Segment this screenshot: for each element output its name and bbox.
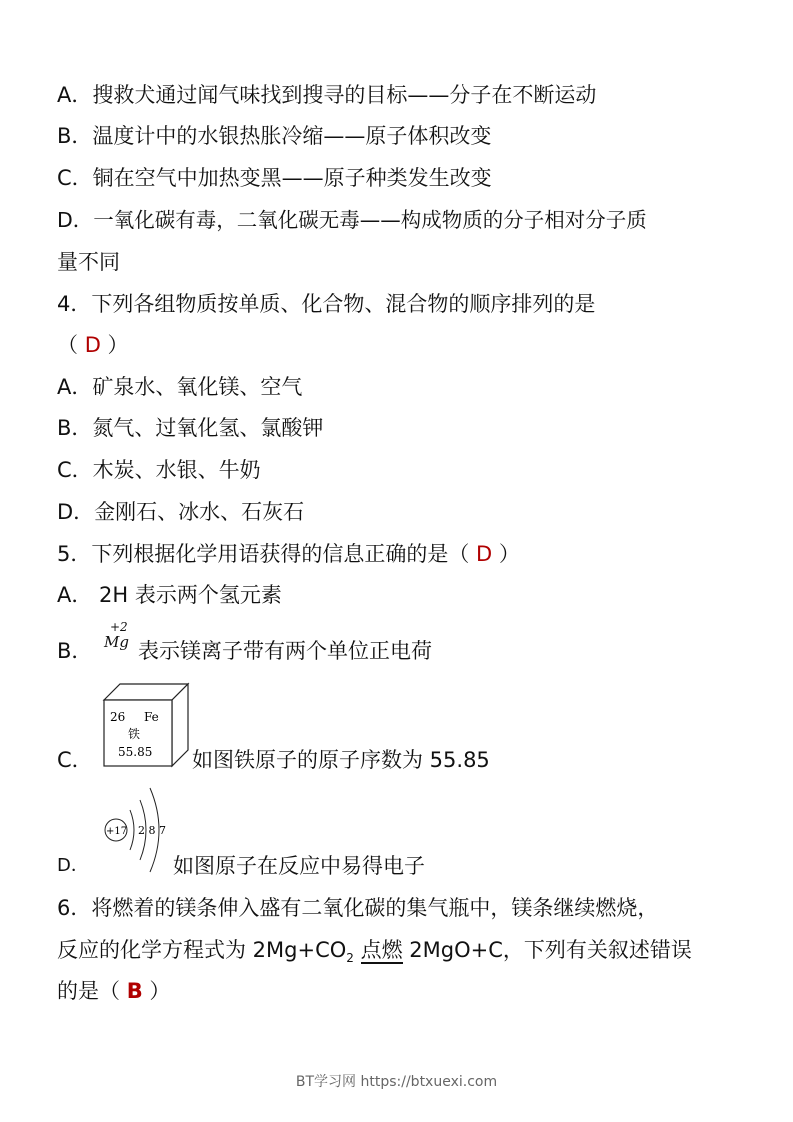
option-b-q5 xyxy=(57,637,92,665)
question-4-answer-line xyxy=(57,331,129,359)
option-b-q5-text: 表示镁离子带有两个单位正电荷 xyxy=(138,639,432,663)
option-a-q3: A．搜救犬通过闻气味找到搜寻的目标——分子在不断运动 xyxy=(57,83,597,107)
option-c-q4: C．木炭、水银、牛奶 xyxy=(57,458,261,482)
answer-5: D xyxy=(476,542,493,566)
question-6-close: ） xyxy=(149,979,171,1003)
iron-element-box xyxy=(100,680,192,768)
option-d-q5-label: D． xyxy=(57,855,89,876)
paren-open: （ xyxy=(57,333,78,357)
option-a-q5: A． 2H 表示两个氢元素 xyxy=(57,583,282,607)
option-c-q5-label: C． xyxy=(57,748,93,772)
mg-symbol: Mg xyxy=(104,633,129,651)
equation-left: 反应的化学方程式为 2Mg+CO xyxy=(57,938,347,962)
answer-4: D xyxy=(84,333,101,357)
footer-watermark: BT学习网 https://btxuexi.com xyxy=(295,1074,498,1090)
option-c-q5-text: 如图铁原子的原子序数为 55.85 xyxy=(192,748,490,772)
iron-mass: 55.85 xyxy=(118,745,153,759)
mg-ion-symbol xyxy=(104,620,138,660)
option-d-q5-text: 如图原子在反应中易得电子 xyxy=(173,854,425,878)
question-4: 4．下列各组物质按单质、化合物、混合物的顺序排列的是 xyxy=(57,292,596,316)
question-6-line1: 6．将燃着的镁条伸入盛有二氧化碳的集气瓶中，镁条继续燃烧， xyxy=(57,896,659,920)
option-b-q4: B．氮气、过氧化氢、氯酸钾 xyxy=(57,416,324,440)
question-6-text: 的是（ xyxy=(57,979,120,1003)
answer-6: B xyxy=(126,979,143,1003)
iron-atomic-number: 26 xyxy=(110,710,126,724)
option-a-q4: A．矿泉水、氧化镁、空气 xyxy=(57,375,303,399)
co2-subscript: 2 xyxy=(346,951,354,966)
question-6-line3 xyxy=(57,977,170,1005)
question-5 xyxy=(57,540,520,568)
option-c-q3: C．铜在空气中加热变黑——原子种类发生改变 xyxy=(57,166,492,190)
option-d-q3-line2: 量不同 xyxy=(57,250,120,274)
iron-name: 铁 xyxy=(128,727,141,741)
option-b-q3: B．温度计中的水银热胀冷缩——原子体积改变 xyxy=(57,124,492,148)
nucleus-charge: +17 xyxy=(106,826,128,837)
mg-charge: +2 xyxy=(110,620,128,634)
option-d-q3-line1: D．一氧化碳有毒，二氧化碳无毒——构成物质的分子相对分子质 xyxy=(57,208,647,232)
equation-right: 2MgO+C，下列有关叙述错误 xyxy=(409,938,692,962)
question-5-text: 5．下列根据化学用语获得的信息正确的是（ xyxy=(57,542,470,566)
iron-symbol: Fe xyxy=(144,710,159,724)
electron-shells: 2 8 7 xyxy=(138,824,166,837)
question-6-line2 xyxy=(57,936,692,972)
paren-close: ） xyxy=(107,333,129,357)
chlorine-atom-diagram xyxy=(102,780,174,874)
option-d-q4: D．金刚石、冰水、石灰石 xyxy=(57,500,305,524)
question-5-close: ） xyxy=(498,542,520,566)
reaction-condition: 点燃 xyxy=(360,938,403,962)
option-b-q5-label: B． xyxy=(57,639,93,663)
